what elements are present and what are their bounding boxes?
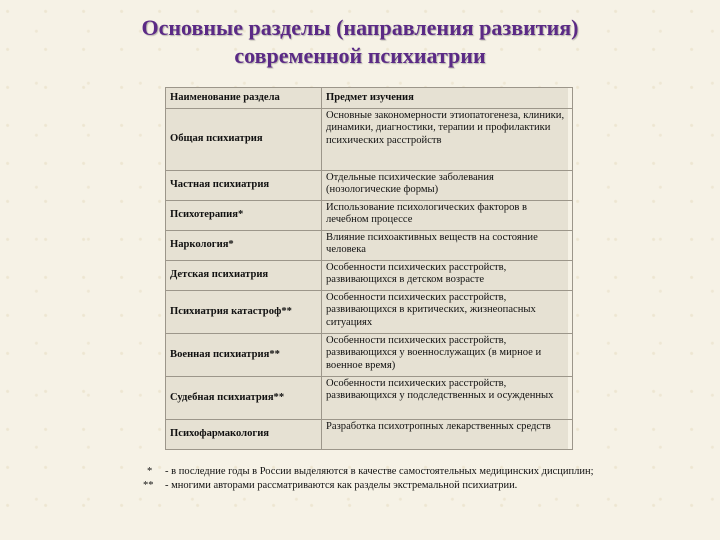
table-row [166, 231, 573, 261]
table-row [166, 201, 573, 231]
row-section: Психофармакология [166, 420, 322, 450]
title-line-2: современной психиатрии [234, 43, 486, 68]
table-row [166, 334, 573, 377]
row-section: Судебная психиатрия** [166, 377, 322, 420]
row-subject: Особенности психических расстройств, развивающихся у подследственных и осужденных [322, 377, 573, 420]
footnote-mark: * [147, 466, 153, 477]
footnote-text: - многими авторами рассматриваются как разделы экстремальной психиатрии. [165, 480, 518, 491]
row-subject: Разработка психотропных лекарственных средств [322, 420, 573, 450]
page-title [0, 14, 720, 70]
footnote-item [143, 465, 603, 479]
row-subject: Особенности психических расстройств, развивающихся в критических, жизнеопасных ситуациях [322, 291, 573, 334]
row-section: Наркология* [166, 231, 322, 261]
table-row [166, 171, 573, 201]
row-subject: Основные закономерности этиопатогенеза, клиники, динамики, диагностики, терапии и профилактики психических расстройств [322, 109, 573, 171]
title-line-1: Основные разделы (направления развития) [141, 15, 579, 40]
table-row [166, 420, 573, 450]
footnote-mark: ** [143, 480, 154, 491]
table-row [166, 261, 573, 291]
psychiatry-sections-table [165, 87, 568, 450]
row-section: Детская психиатрия [166, 261, 322, 291]
row-subject: Особенности психических расстройств, развивающихся у военнослужащих (в мирное и военное время) [322, 334, 573, 377]
row-section: Частная психиатрия [166, 171, 322, 201]
footnote-item [143, 479, 603, 493]
header-section-name: Наименование раздела [166, 88, 322, 109]
footnotes [143, 465, 603, 493]
table-row [166, 291, 573, 334]
table-row [166, 109, 573, 171]
row-subject: Использование психологических факторов в лечебном процессе [322, 201, 573, 231]
row-section: Психиатрия катастроф** [166, 291, 322, 334]
row-subject: Влияние психоактивных веществ на состояние человека [322, 231, 573, 261]
row-subject: Особенности психических расстройств, развивающихся в детском возрасте [322, 261, 573, 291]
row-subject: Отдельные психические заболевания (нозологические формы) [322, 171, 573, 201]
table-row [166, 377, 573, 420]
footnote-text: - в последние годы в России выделяются в качестве самостоятельных медицинских дисциплин; [165, 466, 594, 477]
row-section: Общая психиатрия [166, 109, 322, 171]
row-section: Психотерапия* [166, 201, 322, 231]
table-header-row [166, 88, 573, 109]
header-subject: Предмет изучения [322, 88, 573, 109]
row-section: Военная психиатрия** [166, 334, 322, 377]
